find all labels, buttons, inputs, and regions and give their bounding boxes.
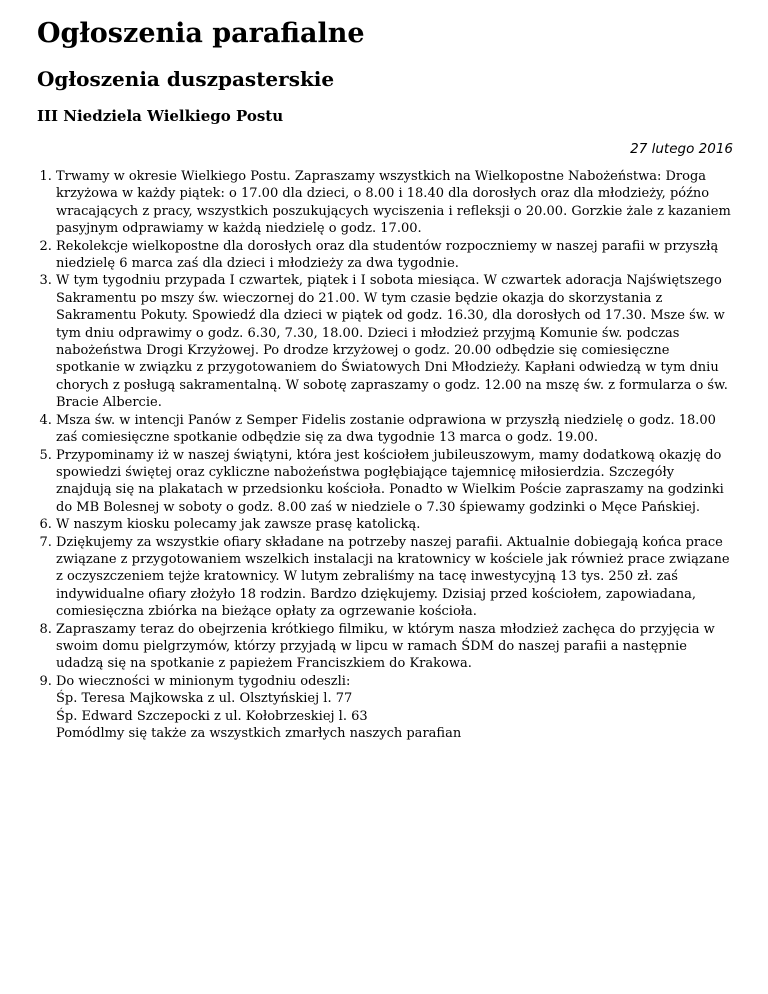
list-item: 2. Rekolekcje wielkopostne dla dorosłych oraz dla studentów rozpoczniemy w naszej parafii w przyszłą niedzielę 6 marca zaś dla dzieci i młodzieży za dwa tygodnie. [56, 238, 733, 273]
list-item: 3. W tym tygodniu przypada I czwartek, piątek i I sobota miesiąca. W czwartek adoracja Najświętszego Sakramentu po mszy św. wieczornej do 21.00. W tym czasie będzie okazja do skorzystania z Sakramentu Pokuty. Spowiedź dla dzieci w piątek od godz. 16.30, dla dorosłych od 17.30. Msze św. w tym dniu odprawimy o godz. 6.30, 7.30, 18.00. Dzieci i młodzież przyjmą Komunie św. podczas nabożeństwa Drogi Krzyżowej. Po drodze krzyżowej o godz. 20.00 odbędzie się comiesięczne spotkanie w związku z przygotowaniem do Światowych Dni Młodzieży. Kapłani odwiedzą w tym dniu chorych z posługą sakramentalną. W sobotę zapraszamy o godz. 12.00 na mszę św. z formularza o św. Bracie Albercie. [56, 272, 733, 411]
deceased-name: Śp. Edward Szczepocki z ul. Kołobrzeskiej l. 63 [56, 708, 368, 724]
date-label: 27 lutego 2016 [630, 141, 733, 157]
page-title: Ogłoszenia parafialne [37, 18, 365, 49]
deceased-intro: 9. Do wieczności w minionym tygodniu odeszli: [56, 673, 351, 689]
document-page [37, 0, 733, 742]
list-item: 6. W naszym kiosku polecamy jak zawsze prasę katolicką. [56, 516, 733, 533]
list-item: 1. Trwamy w okresie Wielkiego Postu. Zapraszamy wszystkich na Wielkopostne Nabożeństwa: Droga krzyżowa w każdy piątek: o 17.00 dla dzieci, o 8.00 i 18.40 dla dorosłych oraz dla młodzieży, późno wracających z pracy, wszystkich poszukujących wyciszenia i refleksji o 20.00. Gorzkie żale z kazaniem pasyjnym odprawiamy w każdą niedzielę o godz. 17.00. [56, 168, 733, 238]
list-item-deceased [56, 673, 733, 743]
list-item: 7. Dziękujemy za wszystkie ofiary składane na potrzeby naszej parafii. Aktualnie dobiegają końca prace związane z przygotowaniem wszelkich instalacji na kratownicy w kościele jak również prace związane z oczyszczeniem tejże kratownicy. W lutym zebraliśmy na tacę inwestycyjną 13 tys. 250 zł. zaś indywidualne ofiary złożyło 18 rodzin. Bardzo dziękujemy. Dzisiaj przed kościołem, zapowiadana, comiesięczna zbiórka na bieżące opłaty za ogrzewanie kościoła. [56, 534, 733, 621]
sunday-heading: III Niedziela Wielkiego Postu [37, 107, 284, 125]
deceased-name: Śp. Teresa Majkowska z ul. Olsztyńskiej l. 77 [56, 691, 353, 707]
list-item: 8. Zapraszamy teraz do obejrzenia krótkiego filmiku, w którym nasza młodzież zachęca do przyjęcia w swoim domu pielgrzymów, którzy przyjadą w lipcu w ramach ŚDM do naszej parafii a następnie udadzą się na spotkanie z papieżem Franciszkiem do Krakowa. [56, 621, 733, 673]
prayer-closing: Pomódlmy się także za wszystkich zmarłych naszych parafian [56, 726, 462, 741]
list-item: 4. Msza św. w intencji Panów z Semper Fidelis zostanie odprawiona w przyszłą niedzielę o godz. 18.00 zaś comiesięczne spotkanie odbędzie się za dwa tygodnie 13 marca o godz. 19.00. [56, 412, 733, 447]
announcements-list [37, 168, 733, 742]
list-item: 5. Przypominamy iż w naszej świątyni, która jest kościołem jubileuszowym, mamy dodatkową okazję do spowiedzi świętej oraz cykliczne nabożeństwa pogłębiające tajemnicę miłosierdzia. Szczegóły znajdują się na plakatach w przedsionku kościoła. Ponadto w Wielkim Poście zapraszamy na godzinki do MB Bolesnej w soboty o godz. 8.00 zaś w niedziele o 7.30 śpiewamy godzinki o Męce Pańskiej. [56, 447, 733, 517]
section-heading: Ogłoszenia duszpasterskie [37, 67, 335, 91]
